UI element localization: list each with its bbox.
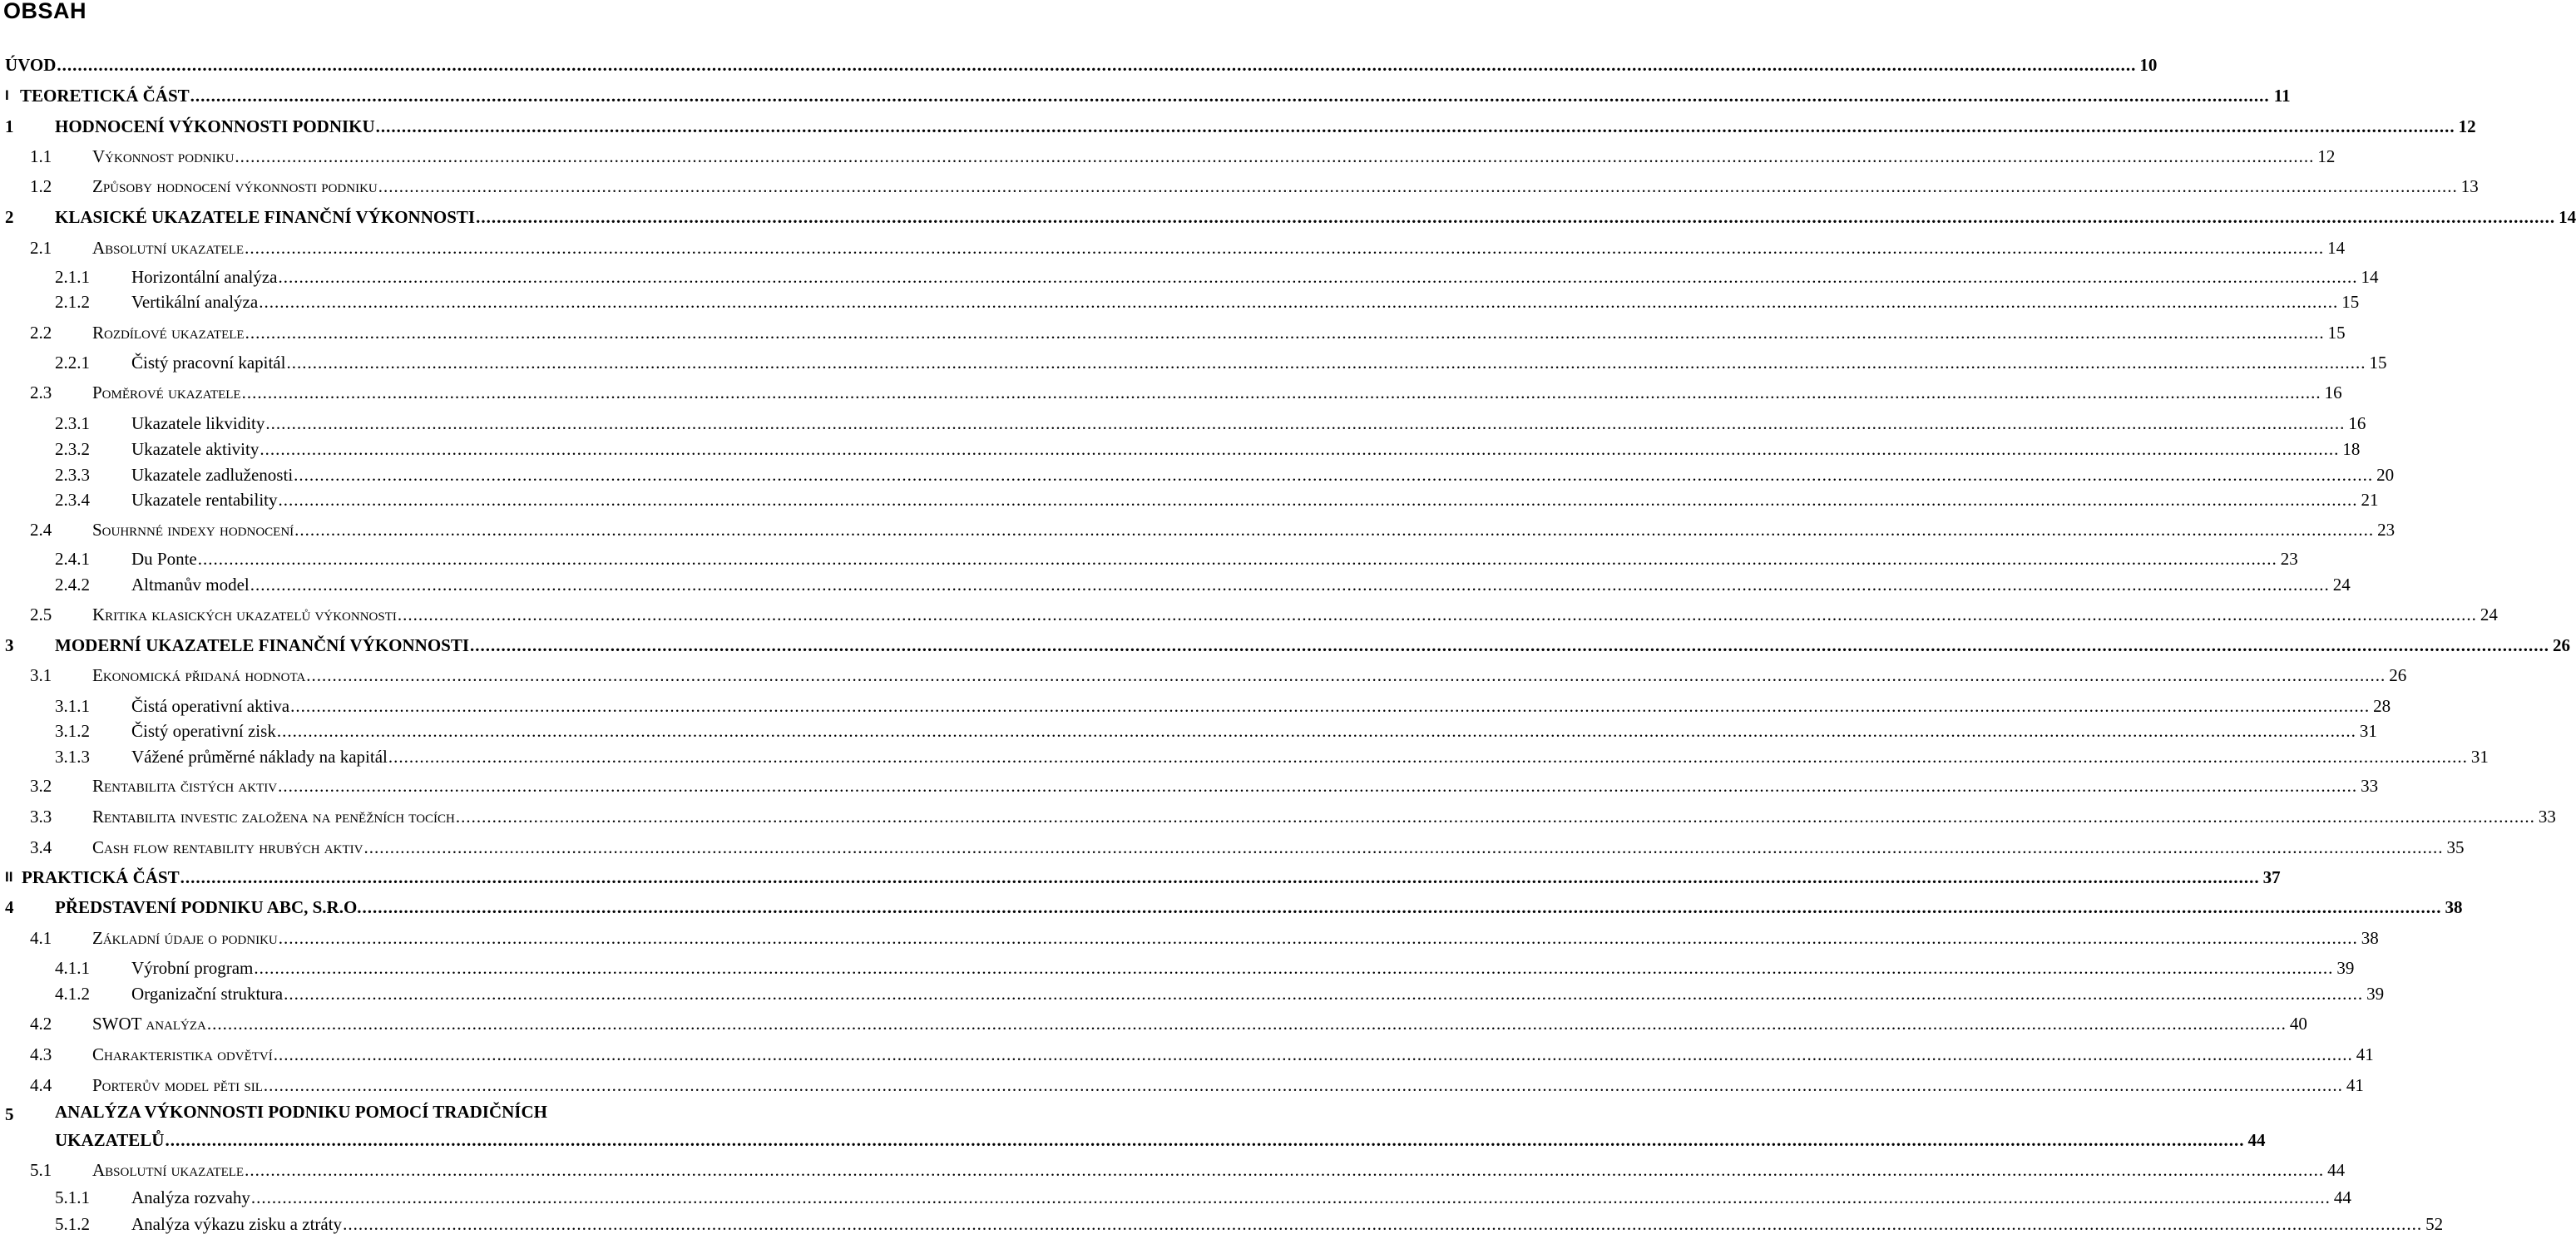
toc-entry-label: Výrobní program bbox=[131, 957, 254, 978]
dot-leader: ................................................................................................................................................................................................................................................................................................................................................................................................................ bbox=[190, 85, 2270, 106]
dot-leader: ................................................................................................................................................................................................................................................................................................................................................................................................................ bbox=[276, 720, 2356, 741]
toc-entry[interactable] bbox=[0, 437, 2361, 462]
dot-leader: ................................................................................................................................................................................................................................................................................................................................................................................................................ bbox=[265, 412, 2346, 433]
toc-entry-number: 3.1.1 bbox=[55, 695, 90, 716]
toc-entry-line bbox=[131, 746, 2489, 768]
toc-entry-continuation[interactable] bbox=[0, 1128, 2266, 1153]
toc-entry-line bbox=[92, 927, 2379, 949]
toc-entry-number: 2.4 bbox=[30, 519, 52, 540]
toc-entry-label: Ekonomická přidaná hodnota bbox=[92, 664, 306, 685]
toc-entry[interactable] bbox=[0, 1158, 2346, 1182]
toc-entry-number: II bbox=[5, 869, 13, 885]
toc-entry-page: 14 bbox=[2559, 206, 2576, 227]
toc-entry-number: 2.2.1 bbox=[55, 352, 90, 373]
toc-entry-line bbox=[22, 866, 2281, 888]
toc-entry-line bbox=[131, 957, 2355, 979]
toc-entry-number: 5.1.2 bbox=[55, 1213, 90, 1234]
toc-entry[interactable] bbox=[0, 289, 2360, 314]
toc-entry-page: 33 bbox=[2361, 775, 2379, 796]
toc-entry-label: ANALÝZA VÝKONNOSTI PODNIKU POMOCÍ TRADIČNÍCH bbox=[55, 1102, 547, 1122]
toc-entry-label: SWOT analýza bbox=[92, 1013, 206, 1034]
dot-leader: ................................................................................................................................................................................................................................................................................................................................................................................................................ bbox=[470, 634, 2550, 655]
toc-entry[interactable] bbox=[0, 517, 2396, 542]
toc-entry[interactable] bbox=[0, 694, 2391, 718]
toc-entry-number: 4.1.1 bbox=[55, 957, 90, 978]
toc-entry-label: Rentabilita investic založena na peněžních tocích bbox=[92, 806, 455, 827]
toc-entry-page: 38 bbox=[2445, 896, 2463, 917]
dot-leader: ................................................................................................................................................................................................................................................................................................................................................................................................................ bbox=[235, 146, 2315, 166]
toc-entry-label: Čistý operativní zisk bbox=[131, 720, 276, 741]
toc-entry-label: PŘEDSTAVENÍ PODNIKU ABC, S.R.O. bbox=[55, 896, 362, 917]
toc-entry-label: HODNOCENÍ VÝKONNOSTI PODNIKU bbox=[55, 116, 375, 136]
toc-entry-label: Altmanův model bbox=[131, 574, 250, 595]
toc-entry[interactable] bbox=[0, 804, 2556, 829]
toc-entry-page: 44 bbox=[2327, 1159, 2346, 1180]
dot-leader: ................................................................................................................................................................................................................................................................................................................................................................................................................ bbox=[180, 866, 2260, 887]
dot-leader: ................................................................................................................................................................................................................................................................................................................................................................................................................ bbox=[273, 1044, 2353, 1064]
toc-entry[interactable] bbox=[0, 926, 2379, 950]
toc-entry-label: Základní údaje o podniku bbox=[92, 927, 278, 948]
toc-entry-number: 5.1.1 bbox=[55, 1187, 90, 1207]
dot-leader: ................................................................................................................................................................................................................................................................................................................................................................................................................ bbox=[284, 983, 2364, 1004]
toc-entry-label: Ukazatele rentability bbox=[131, 489, 278, 510]
toc-entry-label: Souhrnné indexy hodnocení bbox=[92, 519, 294, 540]
toc-entry-line bbox=[131, 438, 2361, 460]
toc-entry-line bbox=[131, 489, 2379, 511]
toc-entry[interactable] bbox=[0, 1185, 2351, 1210]
toc-entry-line bbox=[131, 1187, 2351, 1208]
toc-entry-line bbox=[5, 54, 2158, 76]
toc-entry-label: Ukazatele zadluženosti bbox=[131, 464, 294, 485]
toc-entry-number: 2 bbox=[5, 206, 14, 227]
toc-entry-page: 20 bbox=[2376, 464, 2395, 485]
toc-entry-label: Absolutní ukazatele bbox=[92, 1159, 245, 1180]
toc-entry-label: Vertikální analýza bbox=[131, 291, 259, 312]
dot-leader: ................................................................................................................................................................................................................................................................................................................................................................................................................ bbox=[294, 519, 2375, 540]
toc-entry[interactable] bbox=[0, 1042, 2374, 1067]
toc-entry-number: 2.3.1 bbox=[55, 412, 90, 433]
toc-entry-page: 31 bbox=[2359, 720, 2377, 741]
dot-leader: ................................................................................................................................................................................................................................................................................................................................................................................................................ bbox=[260, 438, 2340, 459]
toc-entry-number: 3.3 bbox=[30, 806, 52, 827]
toc-entry-number: 4.2 bbox=[30, 1013, 52, 1034]
toc-entry[interactable] bbox=[0, 1212, 2444, 1237]
toc-entry[interactable] bbox=[0, 744, 2489, 769]
toc-entry[interactable] bbox=[0, 144, 2336, 169]
toc-entry-number: 3 bbox=[5, 634, 14, 655]
toc-entry-line bbox=[92, 1044, 2374, 1065]
toc-entry-number: 5 bbox=[5, 1103, 14, 1124]
toc-entry-page: 14 bbox=[2327, 237, 2346, 258]
toc-entry-label-continued: UKAZATELŮ bbox=[55, 1129, 165, 1150]
toc-entry-page: 13 bbox=[2460, 175, 2479, 196]
toc-entry-number: 1 bbox=[5, 116, 14, 136]
toc-entry-line bbox=[131, 695, 2391, 717]
toc-entry-page: 28 bbox=[2373, 695, 2391, 716]
toc-entry-line bbox=[92, 1074, 2364, 1096]
toc-entry[interactable] bbox=[0, 773, 2379, 798]
toc-entry-label: ÚVOD bbox=[5, 54, 57, 75]
toc-entry-label: Absolutní ukazatele bbox=[92, 237, 245, 258]
toc-entry-page: 15 bbox=[2327, 322, 2346, 343]
toc-entry-page: 18 bbox=[2342, 438, 2361, 459]
toc-entry-page: 16 bbox=[2324, 382, 2342, 402]
toc-entry-line bbox=[92, 837, 2465, 858]
dot-leader: ................................................................................................................................................................................................................................................................................................................................................................................................................ bbox=[294, 464, 2374, 485]
toc-entry-line bbox=[92, 382, 2342, 403]
toc-entry-number: 3.2 bbox=[30, 775, 52, 796]
dot-leader: ................................................................................................................................................................................................................................................................................................................................................................................................................ bbox=[455, 806, 2535, 827]
toc-entry-number: 2.5 bbox=[30, 604, 52, 624]
toc-entry-line bbox=[131, 720, 2377, 742]
toc-entry-line bbox=[55, 1129, 2266, 1151]
dot-leader: ................................................................................................................................................................................................................................................................................................................................................................................................................ bbox=[278, 775, 2358, 796]
toc-entry[interactable] bbox=[0, 602, 2498, 627]
toc-entry-page: 40 bbox=[2289, 1013, 2307, 1034]
dot-leader: ................................................................................................................................................................................................................................................................................................................................................................................................................ bbox=[378, 175, 2458, 196]
dot-leader: ................................................................................................................................................................................................................................................................................................................................................................................................................ bbox=[343, 1213, 2423, 1234]
toc-entry-page: 41 bbox=[2346, 1074, 2364, 1095]
toc-entry-page: 41 bbox=[2356, 1044, 2374, 1064]
toc-entry-page: 10 bbox=[2139, 54, 2158, 75]
toc-entry-label: Rentabilita čistých aktiv bbox=[92, 775, 278, 796]
toc-entry[interactable] bbox=[0, 487, 2379, 512]
toc-entry-label: Čistý pracovní kapitál bbox=[131, 352, 286, 373]
toc-entry-line bbox=[92, 146, 2336, 167]
toc-entry-number: 2.4.1 bbox=[55, 548, 90, 569]
toc-entry[interactable] bbox=[0, 1102, 799, 1127]
toc-entry-page: 52 bbox=[2425, 1213, 2444, 1234]
toc-entry[interactable] bbox=[0, 1011, 2307, 1036]
toc-entry[interactable] bbox=[0, 981, 2385, 1006]
toc-entry-label: Kritika klasických ukazatelů výkonnosti bbox=[92, 604, 397, 624]
dot-leader: ................................................................................................................................................................................................................................................................................................................................................................................................................ bbox=[197, 548, 2277, 569]
toc-entry-page: 39 bbox=[2366, 983, 2385, 1004]
dot-leader: ................................................................................................................................................................................................................................................................................................................................................................................................................ bbox=[245, 1159, 2325, 1180]
toc-entry-line bbox=[131, 464, 2395, 486]
toc-entry-page: 21 bbox=[2361, 489, 2379, 510]
toc-entry-number: 4.3 bbox=[30, 1044, 52, 1064]
toc-entry-line bbox=[131, 983, 2385, 1005]
toc-entry-line bbox=[131, 1213, 2444, 1235]
dot-leader: ................................................................................................................................................................................................................................................................................................................................................................................................................ bbox=[263, 1074, 2343, 1095]
toc-entry[interactable] bbox=[0, 546, 2298, 571]
toc-entry-label: Du Ponte bbox=[131, 548, 197, 569]
dot-leader: ................................................................................................................................................................................................................................................................................................................................................................................................................ bbox=[363, 837, 2444, 857]
dot-leader: ................................................................................................................................................................................................................................................................................................................................................................................................................ bbox=[259, 291, 2339, 312]
toc-entry[interactable] bbox=[0, 663, 2407, 688]
dot-leader: ................................................................................................................................................................................................................................................................................................................................................................................................................ bbox=[397, 604, 2477, 624]
toc-entry[interactable] bbox=[0, 411, 2366, 436]
toc-entry-line bbox=[131, 266, 2379, 288]
toc-entry-line bbox=[92, 1013, 2307, 1034]
toc-entry[interactable] bbox=[0, 633, 2571, 658]
dot-leader: ................................................................................................................................................................................................................................................................................................................................................................................................................ bbox=[245, 322, 2325, 343]
toc-entry-number: 3.4 bbox=[30, 837, 52, 857]
toc-entry[interactable] bbox=[0, 865, 2281, 890]
toc-entry-number: 4.4 bbox=[30, 1074, 52, 1095]
toc-entry[interactable] bbox=[0, 264, 2379, 289]
dot-leader: ................................................................................................................................................................................................................................................................................................................................................................................................................ bbox=[362, 896, 2442, 917]
toc-entry-line bbox=[55, 116, 2476, 137]
toc-entry[interactable] bbox=[0, 52, 2158, 77]
toc-entry[interactable] bbox=[0, 572, 2351, 597]
toc-entry-label: Horizontální analýza bbox=[131, 266, 278, 287]
dot-leader: ................................................................................................................................................................................................................................................................................................................................................................................................................ bbox=[254, 957, 2334, 978]
toc-entry-number: 3.1.2 bbox=[55, 720, 90, 741]
toc-entry-number: 2.3.2 bbox=[55, 438, 90, 459]
toc-entry-number: 5.1 bbox=[30, 1159, 52, 1180]
toc-entry-page: 38 bbox=[2361, 927, 2379, 948]
toc-entry-page: 35 bbox=[2446, 837, 2465, 857]
toc-entry-number: 2.3.3 bbox=[55, 464, 90, 485]
toc-entry[interactable] bbox=[0, 83, 2291, 108]
toc-entry-page: 37 bbox=[2262, 866, 2281, 887]
toc-entry-label: TEORETICKÁ ČÁST bbox=[20, 85, 190, 106]
dot-leader: ................................................................................................................................................................................................................................................................................................................................................................................................................ bbox=[241, 382, 2321, 402]
toc-entry-label: Analýza rozvahy bbox=[131, 1187, 250, 1207]
toc-entry-label: Ukazatele likvidity bbox=[131, 412, 265, 433]
toc-entry-line bbox=[131, 548, 2298, 570]
toc-entry-page: 33 bbox=[2538, 806, 2556, 827]
toc-entry-number: 2.3 bbox=[30, 382, 52, 402]
dot-leader: ................................................................................................................................................................................................................................................................................................................................................................................................................ bbox=[306, 664, 2386, 685]
toc-entry-label: Čistá operativní aktiva bbox=[131, 695, 290, 716]
toc-entry-page: 26 bbox=[2553, 634, 2571, 655]
toc-entry-line bbox=[55, 896, 2463, 918]
toc-entry-label: KLASICKÉ UKAZATELE FINANČNÍ VÝKONNOSTI bbox=[55, 206, 476, 227]
toc-entry-number: 2.3.4 bbox=[55, 489, 90, 510]
toc-entry[interactable] bbox=[0, 835, 2465, 860]
toc-entry[interactable] bbox=[0, 235, 2346, 260]
toc-entry-label: Organizační struktura bbox=[131, 983, 284, 1004]
toc-entry-label: MODERNÍ UKAZATELE FINANČNÍ VÝKONNOSTI bbox=[55, 634, 470, 655]
toc-entry-line bbox=[92, 322, 2346, 343]
toc-entry-page: 23 bbox=[2377, 519, 2396, 540]
toc-entry-number: I bbox=[5, 87, 9, 103]
toc-entry-page: 39 bbox=[2336, 957, 2355, 978]
toc-entry[interactable] bbox=[0, 380, 2342, 405]
toc-entry-line bbox=[55, 206, 2576, 228]
toc-entry-page: 15 bbox=[2341, 291, 2360, 312]
toc-entry-line bbox=[92, 775, 2379, 797]
toc-entry-number: 4 bbox=[5, 896, 14, 917]
toc-entry[interactable] bbox=[0, 114, 2476, 139]
toc-entry-number: 2.1 bbox=[30, 237, 52, 258]
toc-entry-number: 3.1.3 bbox=[55, 746, 90, 767]
page-title: OBSAH bbox=[3, 0, 87, 23]
dot-leader: ................................................................................................................................................................................................................................................................................................................................................................................................................ bbox=[388, 746, 2468, 767]
toc-entry-number: 2.1.2 bbox=[55, 291, 90, 312]
toc-entry-number: 4.1.2 bbox=[55, 983, 90, 1004]
toc-entry-line bbox=[20, 85, 2291, 106]
toc-entry-page: 31 bbox=[2470, 746, 2489, 767]
toc-entry-page: 12 bbox=[2458, 116, 2476, 136]
toc-entry-number: 4.1 bbox=[30, 927, 52, 948]
toc-entry-line bbox=[92, 237, 2346, 259]
toc-entry-label: Ukazatele aktivity bbox=[131, 438, 260, 459]
toc-entry[interactable] bbox=[0, 955, 2355, 980]
toc-entry[interactable] bbox=[0, 895, 2463, 920]
toc-entry[interactable] bbox=[0, 462, 2395, 487]
toc-entry-line bbox=[55, 634, 2571, 656]
toc-entry-line bbox=[92, 1159, 2346, 1181]
dot-leader: ................................................................................................................................................................................................................................................................................................................................................................................................................ bbox=[278, 489, 2358, 510]
toc-entry-label: Charakteristika odvětví bbox=[92, 1044, 273, 1064]
toc-entry-label: Výkonnost podniku bbox=[92, 146, 235, 166]
toc-entry-number: 2.4.2 bbox=[55, 574, 90, 595]
toc-entry-page: 26 bbox=[2389, 664, 2407, 685]
toc-entry-number: 1.1 bbox=[30, 146, 52, 166]
toc-entry-page: 16 bbox=[2348, 412, 2366, 433]
toc-entry-label: Cash flow rentability hrubých aktiv bbox=[92, 837, 363, 857]
toc-entry-line bbox=[131, 412, 2366, 434]
dot-leader: ................................................................................................................................................................................................................................................................................................................................................................................................................ bbox=[476, 206, 2556, 227]
dot-leader: ................................................................................................................................................................................................................................................................................................................................................................................................................ bbox=[206, 1013, 2287, 1034]
toc-entry-line bbox=[131, 574, 2351, 595]
toc-entry-line bbox=[92, 175, 2479, 197]
toc-entry-label: Porterův model pěti sil bbox=[92, 1074, 263, 1095]
dot-leader: ................................................................................................................................................................................................................................................................................................................................................................................................................ bbox=[165, 1129, 2245, 1150]
toc-entry-page: 11 bbox=[2273, 85, 2291, 106]
dot-leader: ................................................................................................................................................................................................................................................................................................................................................................................................................ bbox=[250, 1187, 2331, 1207]
toc-entry-line bbox=[92, 664, 2407, 686]
toc-entry-line bbox=[92, 519, 2396, 541]
toc-entry-label: Poměrové ukazatele bbox=[92, 382, 241, 402]
toc-entry-page: 15 bbox=[2369, 352, 2387, 373]
dot-leader: ................................................................................................................................................................................................................................................................................................................................................................................................................ bbox=[278, 927, 2358, 948]
dot-leader: ................................................................................................................................................................................................................................................................................................................................................................................................................ bbox=[290, 695, 2371, 716]
toc-entry-number: 3.1 bbox=[30, 664, 52, 685]
dot-leader: ................................................................................................................................................................................................................................................................................................................................................................................................................ bbox=[245, 237, 2325, 258]
toc-entry-line bbox=[92, 806, 2556, 827]
toc-entry[interactable] bbox=[0, 174, 2479, 199]
toc-entry-number: 2.1.1 bbox=[55, 266, 90, 287]
dot-leader: ................................................................................................................................................................................................................................................................................................................................................................................................................ bbox=[278, 266, 2358, 287]
toc-entry[interactable] bbox=[0, 320, 2346, 345]
toc-entry-line bbox=[92, 604, 2498, 625]
toc-entry-page: 44 bbox=[2333, 1187, 2351, 1207]
dot-leader: ................................................................................................................................................................................................................................................................................................................................................................................................................ bbox=[57, 54, 2137, 75]
toc-entry-page: 24 bbox=[2480, 604, 2498, 624]
toc-entry-label: Vážené průměrné náklady na kapitál bbox=[131, 746, 388, 767]
toc-entry[interactable] bbox=[0, 1073, 2364, 1098]
dot-leader: ................................................................................................................................................................................................................................................................................................................................................................................................................ bbox=[286, 352, 2366, 373]
toc-entry-number: 2.2 bbox=[30, 322, 52, 343]
toc-entry-page: 14 bbox=[2361, 266, 2379, 287]
dot-leader: ................................................................................................................................................................................................................................................................................................................................................................................................................ bbox=[375, 116, 2455, 136]
toc-entry-line bbox=[131, 352, 2387, 373]
toc-entry-label: PRAKTICKÁ ČÁST bbox=[22, 866, 180, 887]
toc-entry-page: 24 bbox=[2332, 574, 2351, 595]
toc-entry[interactable] bbox=[0, 350, 2387, 375]
toc-entry-page: 44 bbox=[2247, 1129, 2266, 1150]
toc-entry[interactable] bbox=[0, 718, 2377, 743]
toc-entry-number: 1.2 bbox=[30, 175, 52, 196]
toc-entry-label: Způsoby hodnocení výkonnosti podniku bbox=[92, 175, 378, 196]
toc-entry-page: 12 bbox=[2317, 146, 2336, 166]
toc-entry-line bbox=[131, 291, 2360, 313]
toc-entry-page: 23 bbox=[2280, 548, 2298, 569]
dot-leader: ................................................................................................................................................................................................................................................................................................................................................................................................................ bbox=[250, 574, 2330, 595]
toc-entry-label: Analýza výkazu zisku a ztráty bbox=[131, 1213, 343, 1234]
toc-entry[interactable] bbox=[0, 205, 2576, 230]
toc-entry-label: Rozdílové ukazatele bbox=[92, 322, 245, 343]
